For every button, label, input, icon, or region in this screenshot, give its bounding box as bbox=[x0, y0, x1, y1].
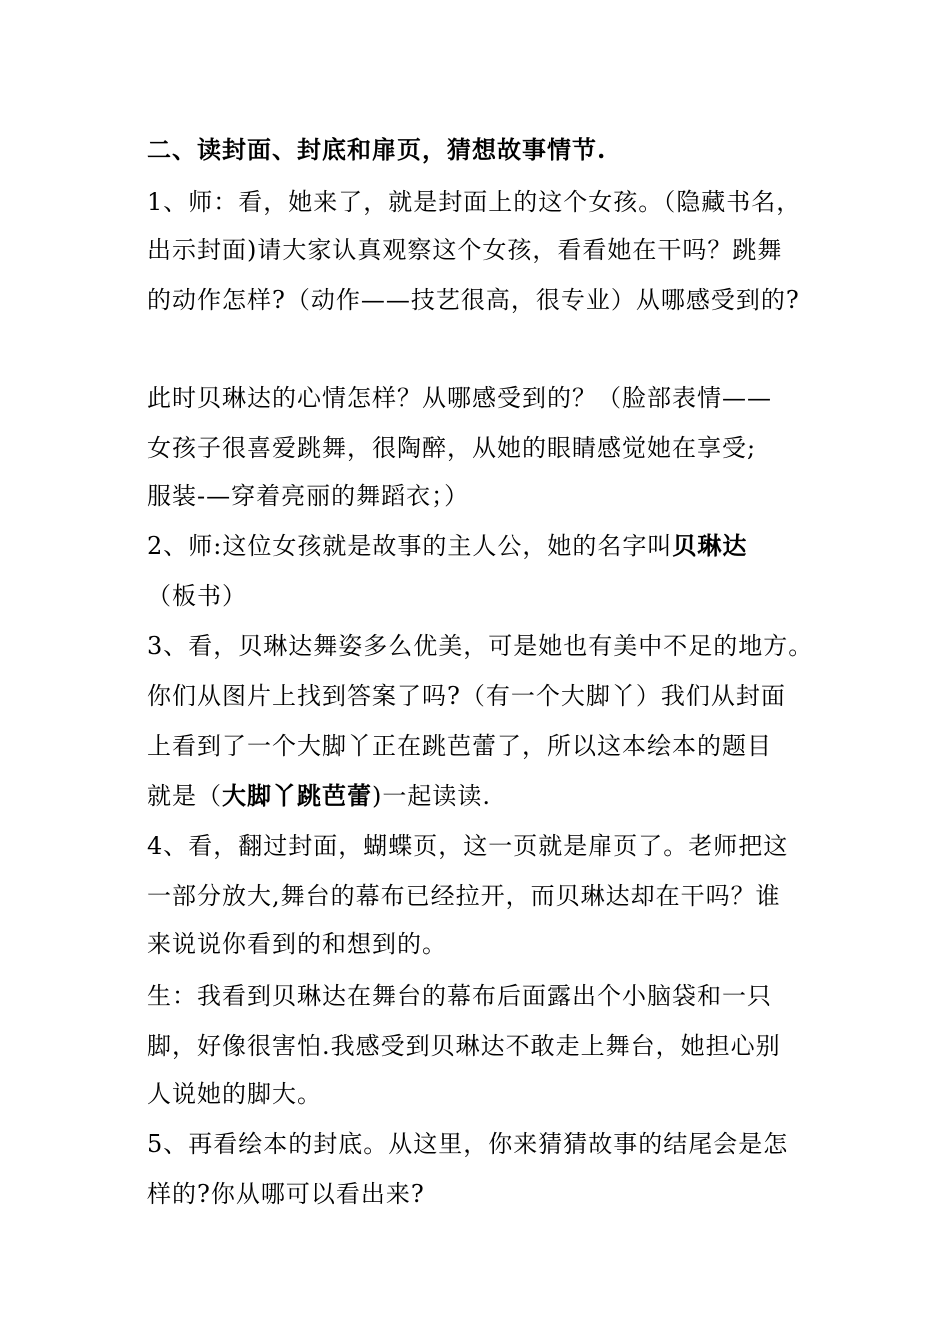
character-name-bold: 贝琳达 bbox=[672, 532, 748, 560]
paragraph-3-line-3: 上看到了一个大脚丫正在跳芭蕾了，所以这本绘本的题目 bbox=[147, 732, 772, 760]
paragraph-2-line-2: （板书） bbox=[147, 582, 247, 610]
paragraph-1b-line-2: 女孩子很喜爱跳舞，很陶醉，从她的眼睛感觉她在享受; bbox=[147, 434, 757, 462]
student-answer-line-3: 人说她的脚大。 bbox=[147, 1080, 322, 1108]
book-title-bold: 大脚丫跳芭蕾 bbox=[222, 782, 372, 810]
paragraph-3-prefix: 就是（ bbox=[147, 782, 222, 810]
paragraph-3-line-4 bbox=[147, 780, 491, 812]
paragraph-2-text: 2、师:这位女孩就是故事的主人公，她的名字叫 bbox=[147, 532, 673, 560]
student-answer-line-2: 脚，好像很害怕.我感受到贝琳达不敢走上舞台，她担心别 bbox=[147, 1032, 781, 1060]
paragraph-2-line-1 bbox=[147, 530, 747, 562]
paragraph-3-line-2: 你们从图片上找到答案了吗?（有一个大脚丫）我们从封面 bbox=[147, 682, 786, 710]
paragraph-5-line-1: 5、再看绘本的封底。从这里，你来猜猜故事的结尾会是怎 bbox=[147, 1130, 789, 1158]
paragraph-5-line-2: 样的?你从哪可以看出来? bbox=[147, 1180, 425, 1208]
paragraph-1b-line-1: 此时贝琳达的心情怎样？从哪感受到的？（脸部表情—— bbox=[147, 384, 772, 412]
paragraph-4-line-3: 来说说你看到的和想到的。 bbox=[147, 930, 447, 958]
paragraph-1-line-2: 出示封面)请大家认真观察这个女孩，看看她在干吗？跳舞 bbox=[147, 236, 783, 264]
section-heading: 二、读封面、封底和扉页，猜想故事情节. bbox=[147, 135, 607, 164]
paragraph-1-line-3: 的动作怎样?（动作——技艺很高，很专业）从哪感受到的? bbox=[147, 286, 800, 314]
paragraph-4-line-2: 一部分放大,舞台的幕布已经拉开，而贝琳达却在干吗？谁 bbox=[147, 882, 781, 910]
paragraph-3-suffix: )一起读读. bbox=[372, 782, 491, 810]
paragraph-1b-line-3: 服装-—穿着亮丽的舞蹈衣；） bbox=[147, 482, 470, 510]
paragraph-4-line-1: 4、看，翻过封面，蝴蝶页，这一页就是扉页了。老师把这 bbox=[147, 832, 789, 860]
paragraph-3-line-1: 3、看，贝琳达舞姿多么优美，可是她也有美中不足的地方。 bbox=[147, 632, 814, 660]
paragraph-1-line-1: 1、师：看，她来了，就是封面上的这个女孩。（隐藏书名， bbox=[147, 188, 802, 216]
student-answer-line-1: 生：我看到贝琳达在舞台的幕布后面露出个小脑袋和一只 bbox=[147, 982, 772, 1010]
